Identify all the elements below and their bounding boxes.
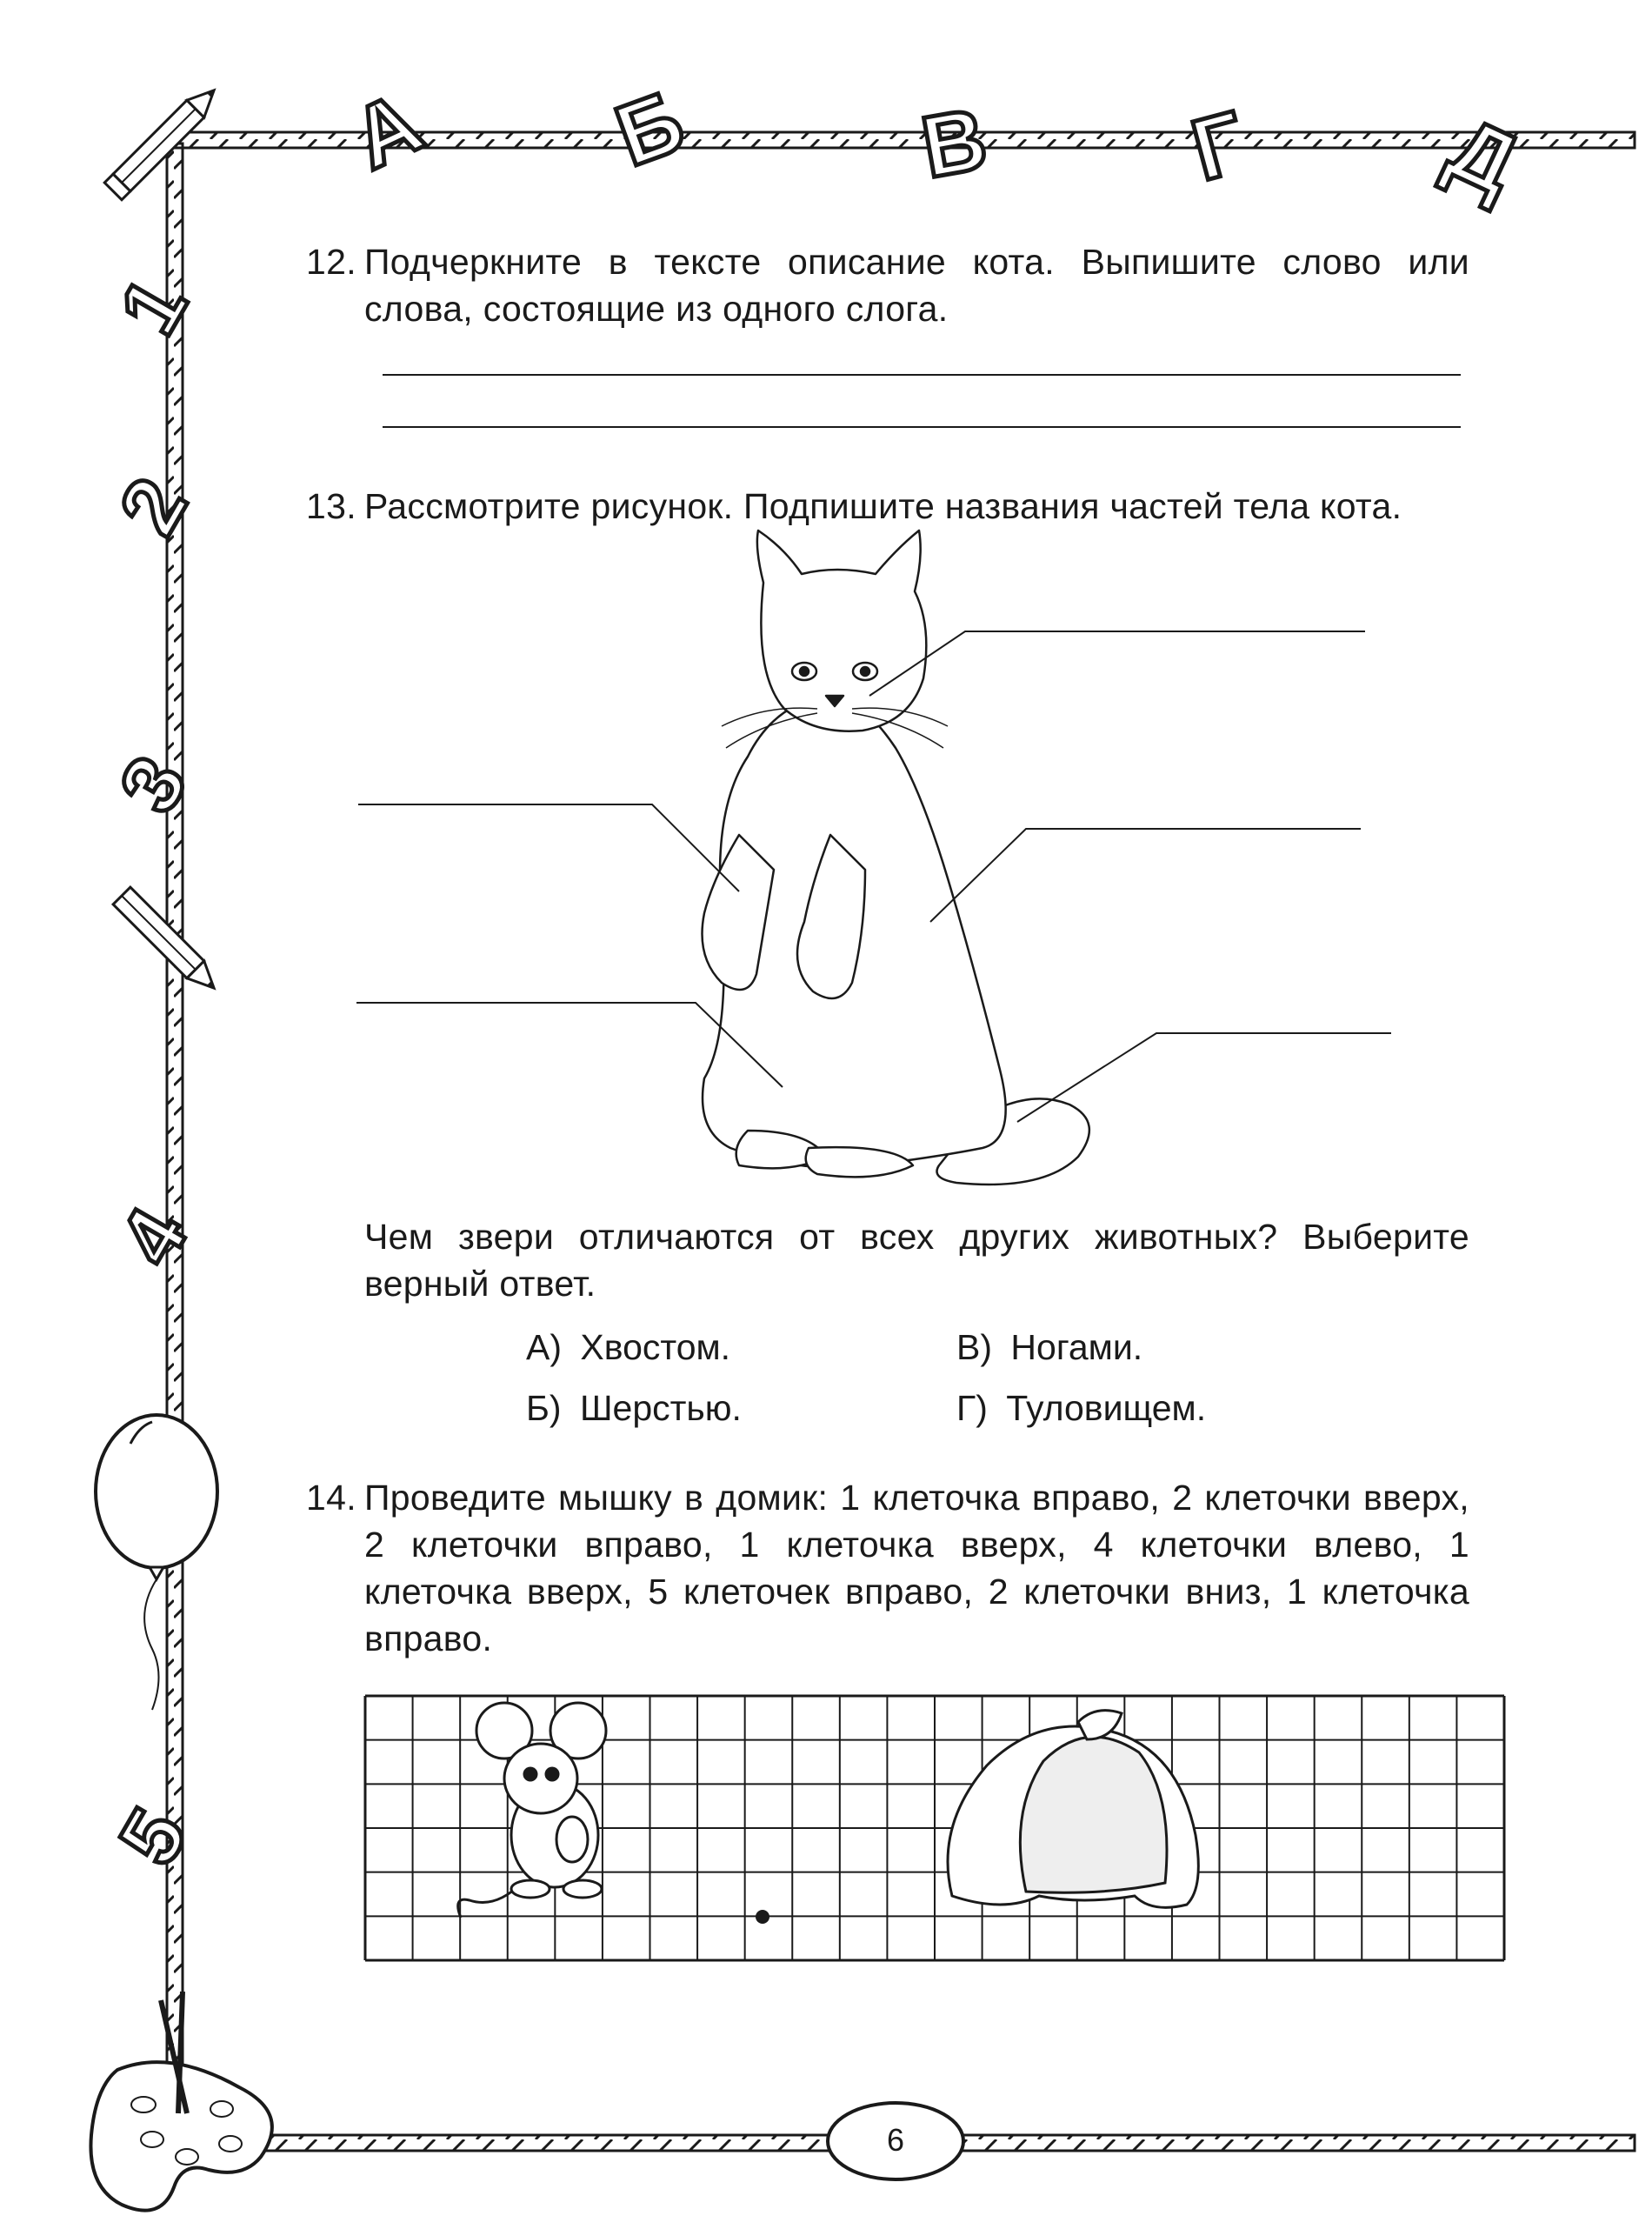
task-number: 13. (306, 486, 356, 526)
header-letter: Д (1434, 98, 1532, 214)
header-letter: А (337, 73, 436, 189)
mouse-icon (458, 1703, 606, 1918)
option-text: Туловищем. (1006, 1388, 1207, 1428)
option-text: Ногами. (1010, 1327, 1143, 1367)
header-letter: Б (603, 72, 696, 185)
header-letter: В (915, 90, 994, 197)
option-text: Хвостом. (580, 1327, 731, 1367)
option-text: Шерстью. (579, 1388, 742, 1428)
task-number: 12. (306, 242, 356, 282)
side-number: 1 (102, 263, 205, 350)
option-letter: Б) (526, 1388, 562, 1428)
side-number: 4 (102, 1193, 205, 1280)
task-text: Рассмотрите рисунок. Подпишите названия частей тела кота. (364, 486, 1402, 526)
side-number: 3 (102, 741, 205, 828)
page-number: 6 (887, 2122, 905, 2158)
option-letter: В) (956, 1327, 992, 1367)
task-number: 14. (306, 1478, 356, 1518)
side-number: 2 (102, 463, 205, 550)
side-number: 5 (102, 1793, 205, 1880)
option-letter: А) (526, 1327, 562, 1367)
start-point (756, 1910, 769, 1924)
task-text: Проведите мышку в домик: 1 клеточка вправо, 2 клеточки вверх, 2 клеточки вправо, 1 клеточка вверх, 4 клеточки влево, 1 клеточка вверх, 5 клеточек вправо, 2 клеточки вниз, 1 клеточка вправо. (364, 1478, 1469, 1658)
header-letter: Г (1182, 92, 1256, 200)
task-text: Подчеркните в тексте описание кота. Выпишите слово или слова, состоящие из одного слога. (364, 242, 1469, 329)
question-text: Чем звери отличаются от всех других животных? Выберите верный ответ. (364, 1217, 1469, 1304)
option-letter: Г) (956, 1388, 988, 1428)
